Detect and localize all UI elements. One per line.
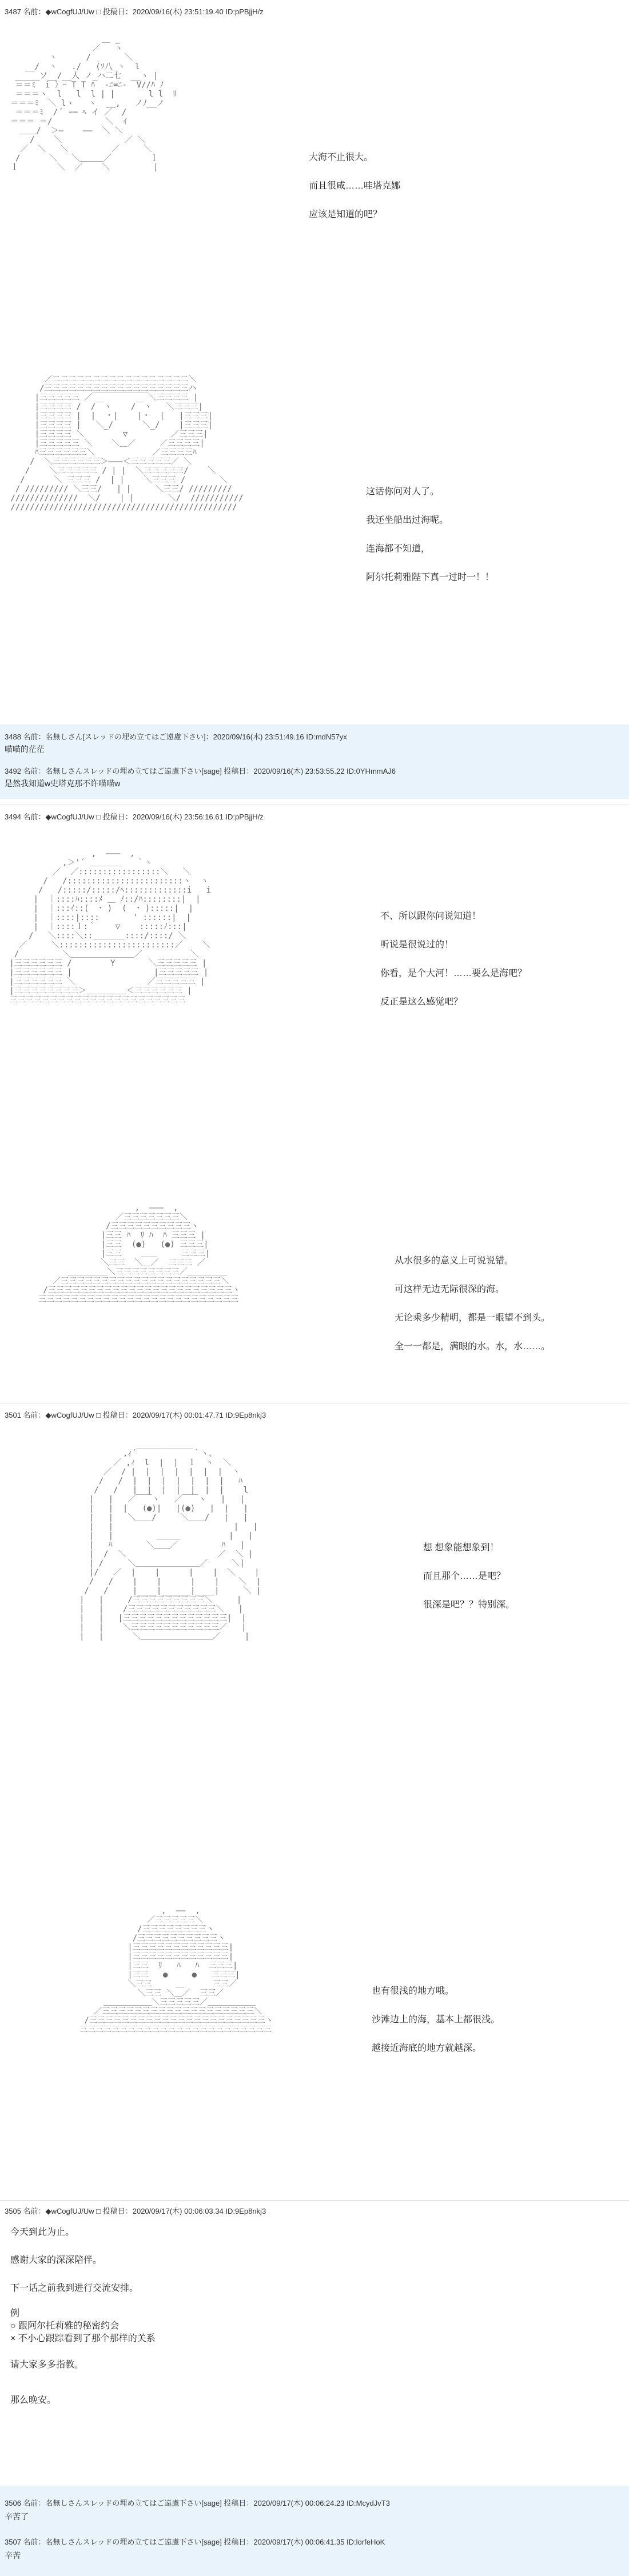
dialogue-line: 很深是吧？？特别深。: [423, 1600, 515, 1610]
post-header: 3494 名前：◆wCogfUJ/Uw □ 投稿日：2020/09/16(木) 23:56:16.61 ID:pPBjjH/z: [5, 813, 264, 821]
dialogue-line: 可这样无边无际很深的海。: [395, 1285, 505, 1294]
dialogue-line: 也有很浅的地方哦。: [372, 1986, 455, 1996]
post-header: 3501 名前：◆wCogfUJ/Uw □ 投稿日：2020/09/17(木) 00:01:47.71 ID:9Ep8nkj3: [5, 1411, 266, 1419]
dialogue-line: 请大家多多指教。: [10, 2360, 84, 2370]
dialogue-line: 而且那个……是吧？: [423, 1571, 506, 1581]
dialogue-line: 无论乘多少精明，都是一眼望不到头。: [395, 1313, 551, 1323]
post-separator: [0, 2200, 629, 2201]
dialogue-line: 全一一都是，满眼的水。水，水……。: [395, 1342, 551, 1351]
dialogue-line: 连海都不知道，: [366, 544, 431, 554]
post-header: 3505 名前：◆wCogfUJ/Uw □ 投稿日：2020/09/17(木) 00:06:03.34 ID:9Ep8nkj3: [5, 2207, 266, 2215]
post-header: 3492 名前：名無しさんスレッドの埋め立てはご遠慮下さい[sage] 投稿日：2020/09/16(木) 23:53:55.22 ID:0YHmmAJ6: [5, 767, 396, 775]
dialogue-line: 感谢大家的深深陪伴。: [10, 2255, 102, 2265]
dialogue-line: 从水很多的意义上可说说错。: [395, 1256, 514, 1266]
dialogue-line: 应该是知道的吧？: [309, 210, 383, 219]
dialogue-line: 今天到此为止。: [10, 2227, 75, 2237]
dialogue-line: 反正是这么感觉吧？: [380, 997, 463, 1007]
post-body: 辛苦了: [5, 2512, 29, 2521]
post-header: 3488 名前：名無しさん[スレッドの埋め立てはご遠慮下さい]：2020/09/16(木) 23:51:49.16 ID:mdN57yx: [5, 733, 347, 741]
ascii-art-figure: ／二二二二二二二二二二二二二二二二二＼ /三三三三三三三三三三三三三三三三三三ハ |三三三三三 ／￣￣￣￣￣￣￣＼三三三三 | |三三三三 / /￣ヽ /￣ヽ ＼三三三| |三三三三 | | ・| |・ | |三三三| |三三三三 | ＼_/ ＼_/ |三三三| |三三三三 ＼ ▽ ／三三三| |三三三三三 ＼ ＼＿／ ／三三三三| ﾊ三三三三三三＼ ／三三三三ﾊ / ＼三三三三三三＞―――＜三三三三三／ ＼ / ＼三三三三三 / | | ＼三三三三三/ ＼ / ＼ 三三三 / | | ＼三三三 / ＼ / ///////// ＼三三/ | | ＼三三/ ///////// ////////////// ＼/ | | ＼/ /////////// ///////////////////////////////////////////////: [10, 375, 244, 512]
dialogue-line: 大海不止很大。: [309, 153, 373, 162]
dialogue-line: 越接近海底的地方就越深。: [372, 2043, 482, 2053]
post-body: 喵喵的茫茫: [5, 745, 45, 754]
dialogue-line: 你看，是个大河！……要么是海吧？: [380, 969, 527, 978]
ascii-art-figure: , ――― , ,＞'´ ＿＿＿＿ ｀ヽ ／ ／:::::::::::::::::＼ ＼ / /::::::::::::::::::::::::ヽ ヽ / /:::::/:::::/ﾍ:::::::::::::i i | ｜::::ﾊ::::ﾒ ＿ ﾉ::/ﾊ::::::::| | | ｜:::ｲ::( ･ ) ( ･ ):::::| | | ｜::::|:::: ' ::::::| | | ｜::::ｌ:｀ ▽ :::::ﾉ:::| / ＼::::＼::＿＿＿＿::::/::::/ ＼ ／ ＼::::::::::::::::::::::::／ ＼ / ＼＿＿＿＿＿＿＿＿／ ＼ |三三三三三三 / Y ＼三三三三三 | |三三三三三三 | |三三三三三 | |三三三三三三 ＼ ／三三三三三 | |三三三三三三三三＞＿＿＿＿＿＜三三三三三三 | 三三三三三三三三三三三三三三三三三三三三三三: [9, 849, 212, 1005]
dialogue-line: 下一话之前我到进行交流安排。: [10, 2283, 139, 2293]
dialogue-line: 这话你问对人了。: [366, 487, 440, 497]
ascii-art-figure: , ―― , ／三三三三三＼ /三三三三三三三三ヽ /三三三三三三三三三三ヽ |三三三三三三三三三三三三| |三三三三三三三三三三三三| |三三 ﾘ ﾊ ﾊ 三三三| |三三 ● ● 三三三| ＼三三 ＿ 三三／ ＼三三 ＼＿／ 三三／ ＿＿＿＿＿＿＼三三三三三／＿＿＿＿＿＿ ／三三三三三三三三三三三三三三三三三三三＼ /三三三三三三三三三三三三三三三三三三三三三三ヽ 三三三三三三三三三三三三三三三三三三三三三三三三: [79, 1906, 273, 2034]
ascii-art-figure: , ――― , ／三三三三三三三＼ /三三三三三三三三三三ヽ |三三 ﾊ ﾘ ﾊ ﾊ 三三三 | |三三 (●) (●) 三三三| |三三 ＿＿ 三三三| ＼三三 ＼＿／ 三三三 ／ ＿＿＿＿＿＼三三三三三三三三／＿＿＿＿＿ ／三三三三三三三三三三三三三三三三三三三三＼ /三三三三三三三三三三三三三三三三三三三三三三三ヽ 三三三三三三三三三三三三三三三三三三三三三三三三三: [38, 1203, 240, 1304]
dialogue-line: 那么晚安。: [10, 2395, 57, 2405]
dialogue-line: 阿尔托莉雅陛下真一过时一！！: [366, 573, 495, 582]
ascii-art-figure: ,ｨ´￣￣￣￣￣￣￣｀ヽ、 ／ ,ｨ l | | ｌ ヽ ＼ ／ / | | | | | | | ヽ / / | | | | | | | ﾊ / / | | | | | | | l | | ／￣￣ヽ ／￣￣ヽ | | | | | (●)| |(●) | | | | | ＼＿＿/ ＼＿＿/ | | | | | | | | ＿＿＿ | | | ﾊ ＼＿＿／ ﾊ | | / ＼ ／ ＼ | | / ＼＿＿＿＿＿＿＿＿／ ＼| |/ ／ | | | | ＼ | / / | | | | ＼ | / / |____|______|____| ＼ | | | /三三三三三三三三三＼ | | | /三三三三三三三三三三三＼ | | | |三三三三三三三三三三三三三| | | | ＼三三三三三三三三三三三／ | | | ＼＿＿＿＿＿＿＿＿＿／ |: [79, 1449, 261, 1641]
dialogue-line: × 不小心跟踪看到了那个那样的关系: [10, 2334, 156, 2343]
dialogue-line: ○ 跟阿尔托莉雅的秘密约会: [10, 2321, 120, 2331]
post-body: 是然我知道w史塔克那不许喵喵w: [5, 779, 121, 788]
dialogue-line: 我还坐船出过海呢。: [366, 515, 449, 525]
post-header: 3507 名前：名無しさんスレッドの埋め立てはご遠慮下さい[sage] 投稿日：2020/09/17(木) 00:06:41.35 ID:lorfeHoK: [5, 2538, 385, 2546]
dialogue-line: 听说是很说过的！: [380, 940, 454, 950]
post-header: 3487 名前：◆wCogfUJ/Uw □ 投稿日：2020/09/16(木) 23:51:19.40 ID:pPBjjH/z: [5, 7, 264, 16]
dialogue-line: 沙滩边上的海，基本上都很浅。: [372, 2015, 500, 2025]
post-header: 3506 名前：名無しさんスレッドの埋め立てはご遠慮下さい[sage] 投稿日：2020/09/17(木) 00:06:24.23 ID:McydJvT3: [5, 2499, 390, 2507]
dialogue-line: 想 想象能想象到！: [423, 1543, 499, 1553]
dialogue-line: 而且很咸……哇塔克娜: [309, 181, 401, 191]
ascii-art-figure: ＿ _ ／ ヽ ヽ / ＼ __/ ヽ ./ (ｿ八 ヽ l _____ソ__/__人 ノ_ハ二七 __ヽ | ＝＝ﾐ i ）ｰ T T ﾊ -ﾆ=ﾆ- V//ﾊ ﾉ ＝＝＝ヽ l l l | | l l ﾘ ＝＝＝ﾐ ＼ lヽ ヽ __, ノﾉ__ノ ＝＝＝ﾐ / ﾞ ｰ─ ﾍ イ ／ / ＝＝＝ ＝/ ＼ ｲ ＿＿/ ＞― ―― ＼ ＼ / ＼ ／ ＼ ／ ＼ ＼ ／ ＼ / ＼ ＼＿＿＿／ ｌ ｌ ＼ ／ ＼ |: [10, 35, 177, 172]
dialogue-line: 不、所以跟你问说知道！: [380, 911, 481, 921]
dialogue-line: 例: [10, 2309, 20, 2318]
post-body: 辛苦: [5, 2551, 21, 2560]
